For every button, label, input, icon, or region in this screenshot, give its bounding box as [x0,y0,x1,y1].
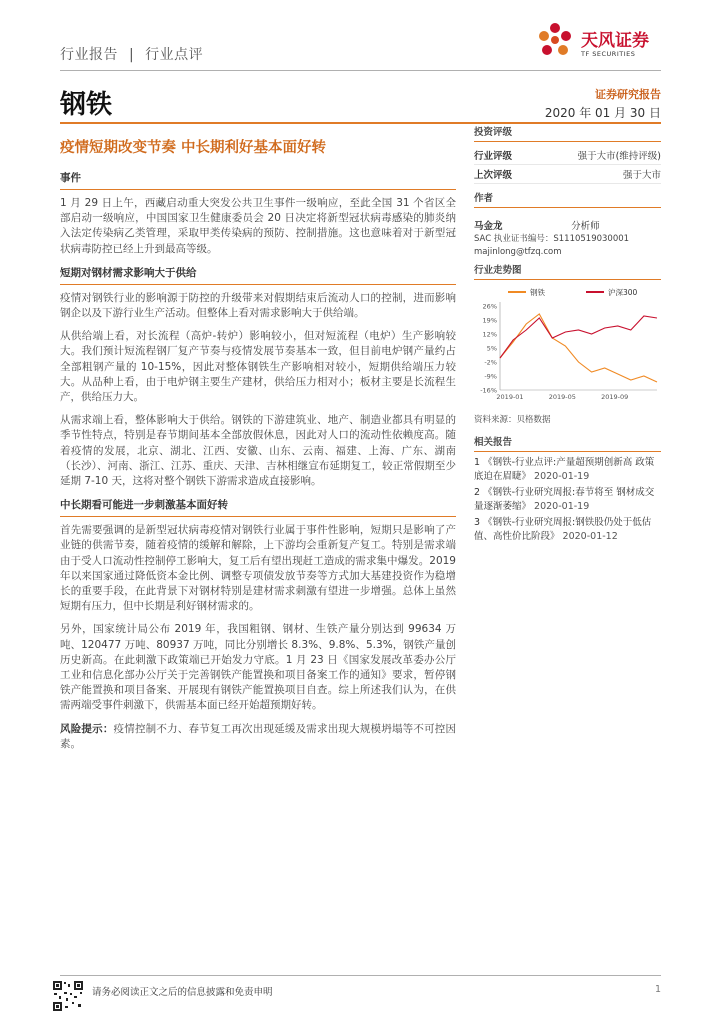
y-tick-label: 26% [482,302,497,311]
section-long-term [60,497,456,713]
section-heading: 事件 [60,170,456,190]
rating-label: 行业评级 [474,151,513,162]
section-heading: 中长期看可能进一步刺激基本面好转 [60,497,456,517]
report-category [60,44,203,64]
rating-panel [474,124,661,184]
trend-heading: 行业走势图 [474,265,522,276]
section-event [60,170,456,257]
trend-panel [474,262,661,427]
legend-label: 钢铁 [530,288,545,297]
page-number: 1 [654,984,661,995]
y-tick-label: 19% [482,316,497,325]
paragraph: 1 月 29 日上午，西藏启动重大突发公共卫生事件一级响应，至此全国 31 个省区全部启动一级响应，中国国家卫生健康委员会 20 日决定将新型冠状病毒感染的肺炎纳入法定传染病乙类管理，采取甲类传染病的预防、控制措施。这也意味着对于新型冠状病毒防控已经上升到最高等级。 [60,197,456,255]
footer-divider [60,975,661,976]
main-content [60,170,456,760]
legend-label: 沪深300 [608,288,638,297]
category-label: 行业报告 [60,47,118,63]
paragraph: 首先需要强调的是新型冠状病毒疫情对钢铁行业属于事件性影响，短期只是影响了产业链的供需节奏，随着疫情的缓解和解除，上下游均会重新复产复工。特别是需求端由于受人口流动性控制停工影响大，复工后有望出现赶工造成的需求集中爆发。2019 年以来国家通过降低资本金比例、调整专项债发放节奏等方式加大基建投资作为稳增长的重要手段，在此背景下对钢材特别是建材需求刺激有望进一步增强。总体上虽然短期有压力，但中长期是利好钢材需求的。 [60,524,456,613]
logo-text-cn: 天风证券 [581,31,649,51]
paragraph: 从需求端上看，整体影响大于供给。钢铁的下游建筑业、地产、制造业都具有明显的季节性特点，特别是春节期间基本全部放假休息，因此对人口的流动性依赖度高。随着疫情的发展，北京、湖北、江西、安徽、山东、云南、福建、上海、广东、湖南（长沙）、河南、浙江、江苏、重庆、天津、吉林相继宣布延期复工，较正常假期至少延期 7-10 天，这将对整个钢铁下游需求造成直接影响。 [60,414,456,488]
rating-value: 强于大市 [622,170,661,181]
report-type: 证券研究报告 [595,88,661,101]
y-tick-label: -9% [484,372,497,381]
x-tick-label: 2019-01 [496,393,524,401]
related-report-link[interactable]: 3 《钢铁-行业研究周报:钢铁股仍处于低估值、高性价比阶段》 2020-01-12 [474,517,652,542]
rating-row-previous [474,165,661,184]
series-line-steel [500,314,657,382]
logo-flower-icon [535,20,575,64]
risk-label: 风险提示： [60,722,114,735]
related-heading: 相关报告 [474,437,513,448]
chart-source: 资料来源：贝格数据 [474,415,551,425]
risk-text: 疫情控制不力、春节复工再次出现延缓及需求出现大规模坍塌等不可控因素。 [60,722,457,750]
related-report-date: 2020-01-12 [562,531,618,542]
related-report-date: 2020-01-19 [534,501,590,512]
related-report-date: 2020-01-19 [534,471,590,482]
subcategory-label: 行业点评 [145,47,204,63]
category-separator: | [128,47,135,63]
y-tick-label: -2% [484,358,497,367]
risk-warning [60,722,456,752]
sector-title: 钢铁 [60,90,113,120]
paragraph: 从供给端上看，对长流程（高炉-转炉）影响较小，但对短流程（电炉）生产影响较大。我们预计短流程钢厂复产节奏与疫情发展节奏基本一致，但目前电炉钢产量约占全部粗钢产量的 10-15%，因此对整体钢铁生产影响相对较小，短期供给端压力较大。从品种上看，由于电炉钢主要生产建材，供给压力相对小；板材主要是长流程生产，供给压力大。 [60,330,456,404]
header-divider [60,70,661,71]
y-tick-label: 5% [486,344,497,353]
paragraph: 另外，国家统计局公布 2019 年，我国粗钢、钢材、生铁产量分别达到 99634 万吨、120477 万吨、80937 万吨，同比分别增长 8.3%、9.8%、5.3%，钢铁产量创历史新高。在此刺激下政策端已开始发力守底。1 月 23 日《国家发展改革委办公厅 工业和信息化部办公厅关于完善钢铁产能置换和项目备案工作的通知》要求，暂停钢铁产能置换和项目备案、开展现有钢铁产能置换项目自查。综上所述我们认为，在供需两端受事件刺激下，供需基本面已经开始超预期好转。 [60,623,456,712]
section-heading: 短期对钢材需求影响大于供给 [60,265,456,285]
rating-heading: 投资评级 [474,127,513,138]
author-panel [474,190,661,259]
report-title: 疫情短期改变节奏 中长期利好基本面好转 [60,140,327,156]
related-panel [474,434,661,546]
y-tick-label: 12% [482,330,497,339]
author-heading: 作者 [474,193,494,204]
brand-logo [535,20,665,64]
author-email[interactable]: majinlong@tfzq.com [474,247,562,257]
section-short-term [60,265,456,489]
author-name: 马金龙 [474,221,503,232]
rating-value: 强于大市(维持评级) [577,151,661,162]
report-date: 2020 年 01 月 30 日 [544,106,661,120]
series-line-csi300 [500,316,657,358]
rating-label: 上次评级 [474,170,513,181]
trend-chart [474,284,661,408]
author-role: 分析师 [571,221,600,232]
rating-row-current [474,146,661,165]
related-report-link[interactable]: 1 《钢铁-行业点评:产量超预期创新高 政策底迫在眉睫》 2020-01-19 [474,457,655,482]
footer-disclaimer: 请务必阅读正文之后的信息披露和免责申明 [92,987,273,998]
paragraph: 疫情对钢铁行业的影响源于防控的升级带来对假期结束后流动人口的控制，进而影响钢企以及下游行业生产活动。但整体上看对需求影响大于供给端。 [60,291,456,320]
qr-code-icon [52,980,84,1012]
x-tick-label: 2019-05 [548,393,576,401]
author-sac: SAC 执业证书编号：S1110519030001 [474,234,630,244]
x-tick-label: 2019-09 [601,393,629,401]
related-report-link[interactable]: 2 《钢铁-行业研究周报:春节将至 钢材成交量逐渐萎缩》 2020-01-19 [474,487,655,512]
logo-text-en: TF SECURITIES [581,50,636,58]
y-tick-label: -16% [480,386,497,395]
